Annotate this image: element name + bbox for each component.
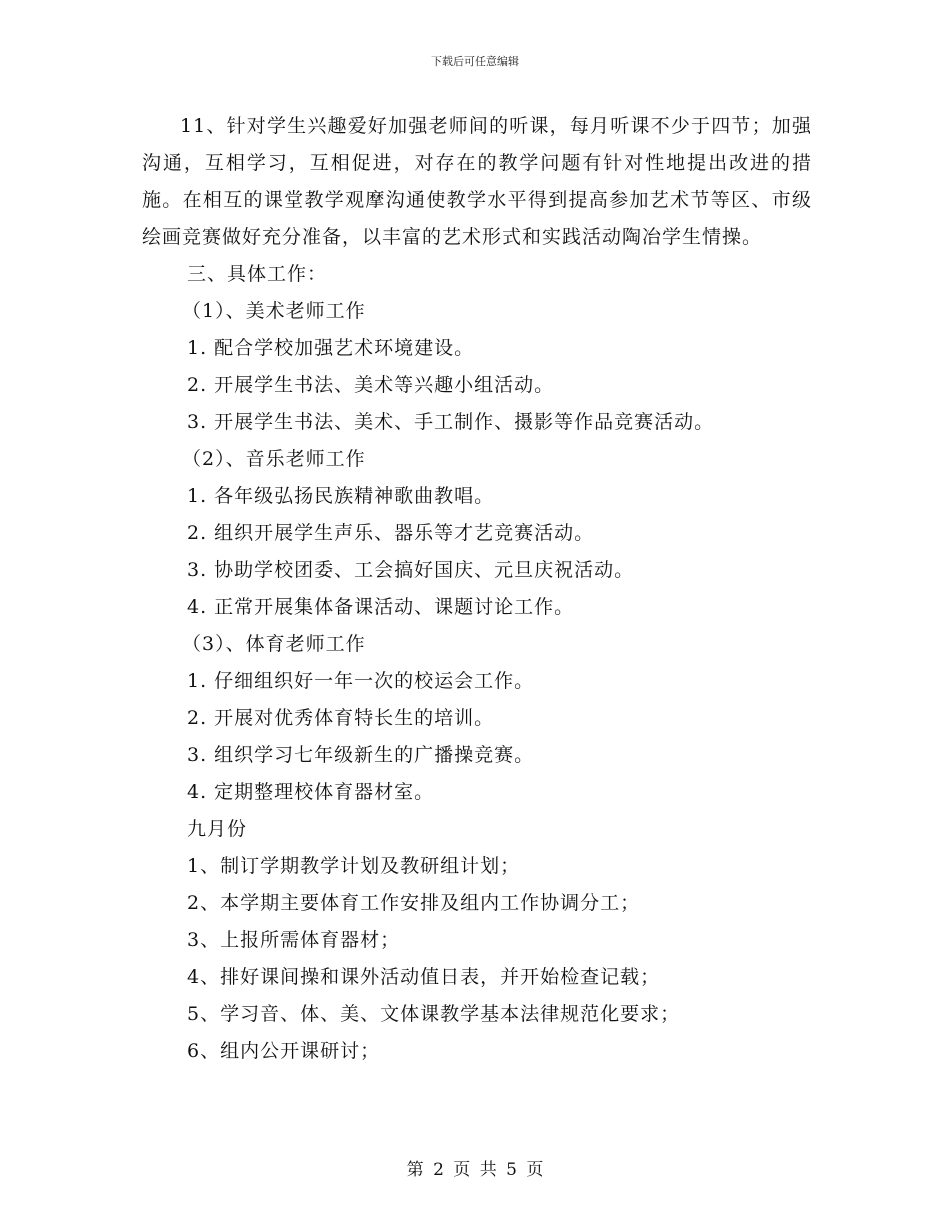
subsection-heading: （1）、美术老师工作	[182, 300, 366, 322]
list-item: 3. 开展学生书法、美术、手工制作、摄影等作品竞赛活动。	[187, 411, 715, 433]
list-item: 5、学习音、体、美、文体课教学基本法律规范化要求；	[187, 1003, 681, 1025]
list-item: 1. 仔细组织好一年一次的校运会工作。	[187, 670, 535, 692]
list-item: 1. 各年级弘扬民族精神歌曲教唱。	[187, 485, 495, 507]
list-item: 6、组内公开课研讨；	[187, 1040, 381, 1062]
list-item: 2. 组织开展学生声乐、器乐等才艺竞赛活动。	[187, 522, 595, 544]
section-heading: 三、具体工作：	[187, 263, 328, 285]
month-heading: 九月份	[187, 818, 248, 840]
list-item: 2. 开展对优秀体育特长生的培训。	[187, 707, 495, 729]
page-footer: 第 2 页 共 5 页	[406, 1160, 544, 1180]
subsection-heading: （3）、体育老师工作	[182, 633, 366, 655]
subsection-heading: （2）、音乐老师工作	[182, 448, 366, 470]
list-item: 3. 组织学习七年级新生的广播操竞赛。	[187, 744, 535, 766]
list-item: 4、排好课间操和课外活动值日表，并开始检查记载；	[187, 966, 661, 988]
list-item: 3. 协助学校团委、工会搞好国庆、元旦庆祝活动。	[187, 559, 635, 581]
list-item: 2. 开展学生书法、美术等兴趣小组活动。	[187, 374, 555, 396]
list-item: 3、上报所需体育器材；	[187, 929, 401, 951]
page-header: 下载后可任意编辑	[431, 55, 519, 68]
intro-paragraph: 11、针对学生兴趣爱好加强老师间的听课，每月听课不少于四节；加强沟通，互相学习，互相促进，对存在的教学问题有针对性地提出改进的措施。在相互的课堂教学观摩沟通使教学水平得到提高参加艺术节等区、市级绘画竞赛做好充分准备，以丰富的艺术形式和实践活动陶冶学生情操。	[142, 115, 812, 248]
list-item: 4. 正常开展集体备课活动、课题讨论工作。	[187, 596, 575, 618]
list-item: 2、本学期主要体育工作安排及组内工作协调分工；	[187, 892, 641, 914]
list-item: 1、制订学期教学计划及教研组计划；	[187, 855, 521, 877]
document-body	[142, 108, 812, 1070]
list-item: 4. 定期整理校体育器材室。	[187, 781, 435, 803]
list-item: 1. 配合学校加强艺术环境建设。	[187, 337, 475, 359]
